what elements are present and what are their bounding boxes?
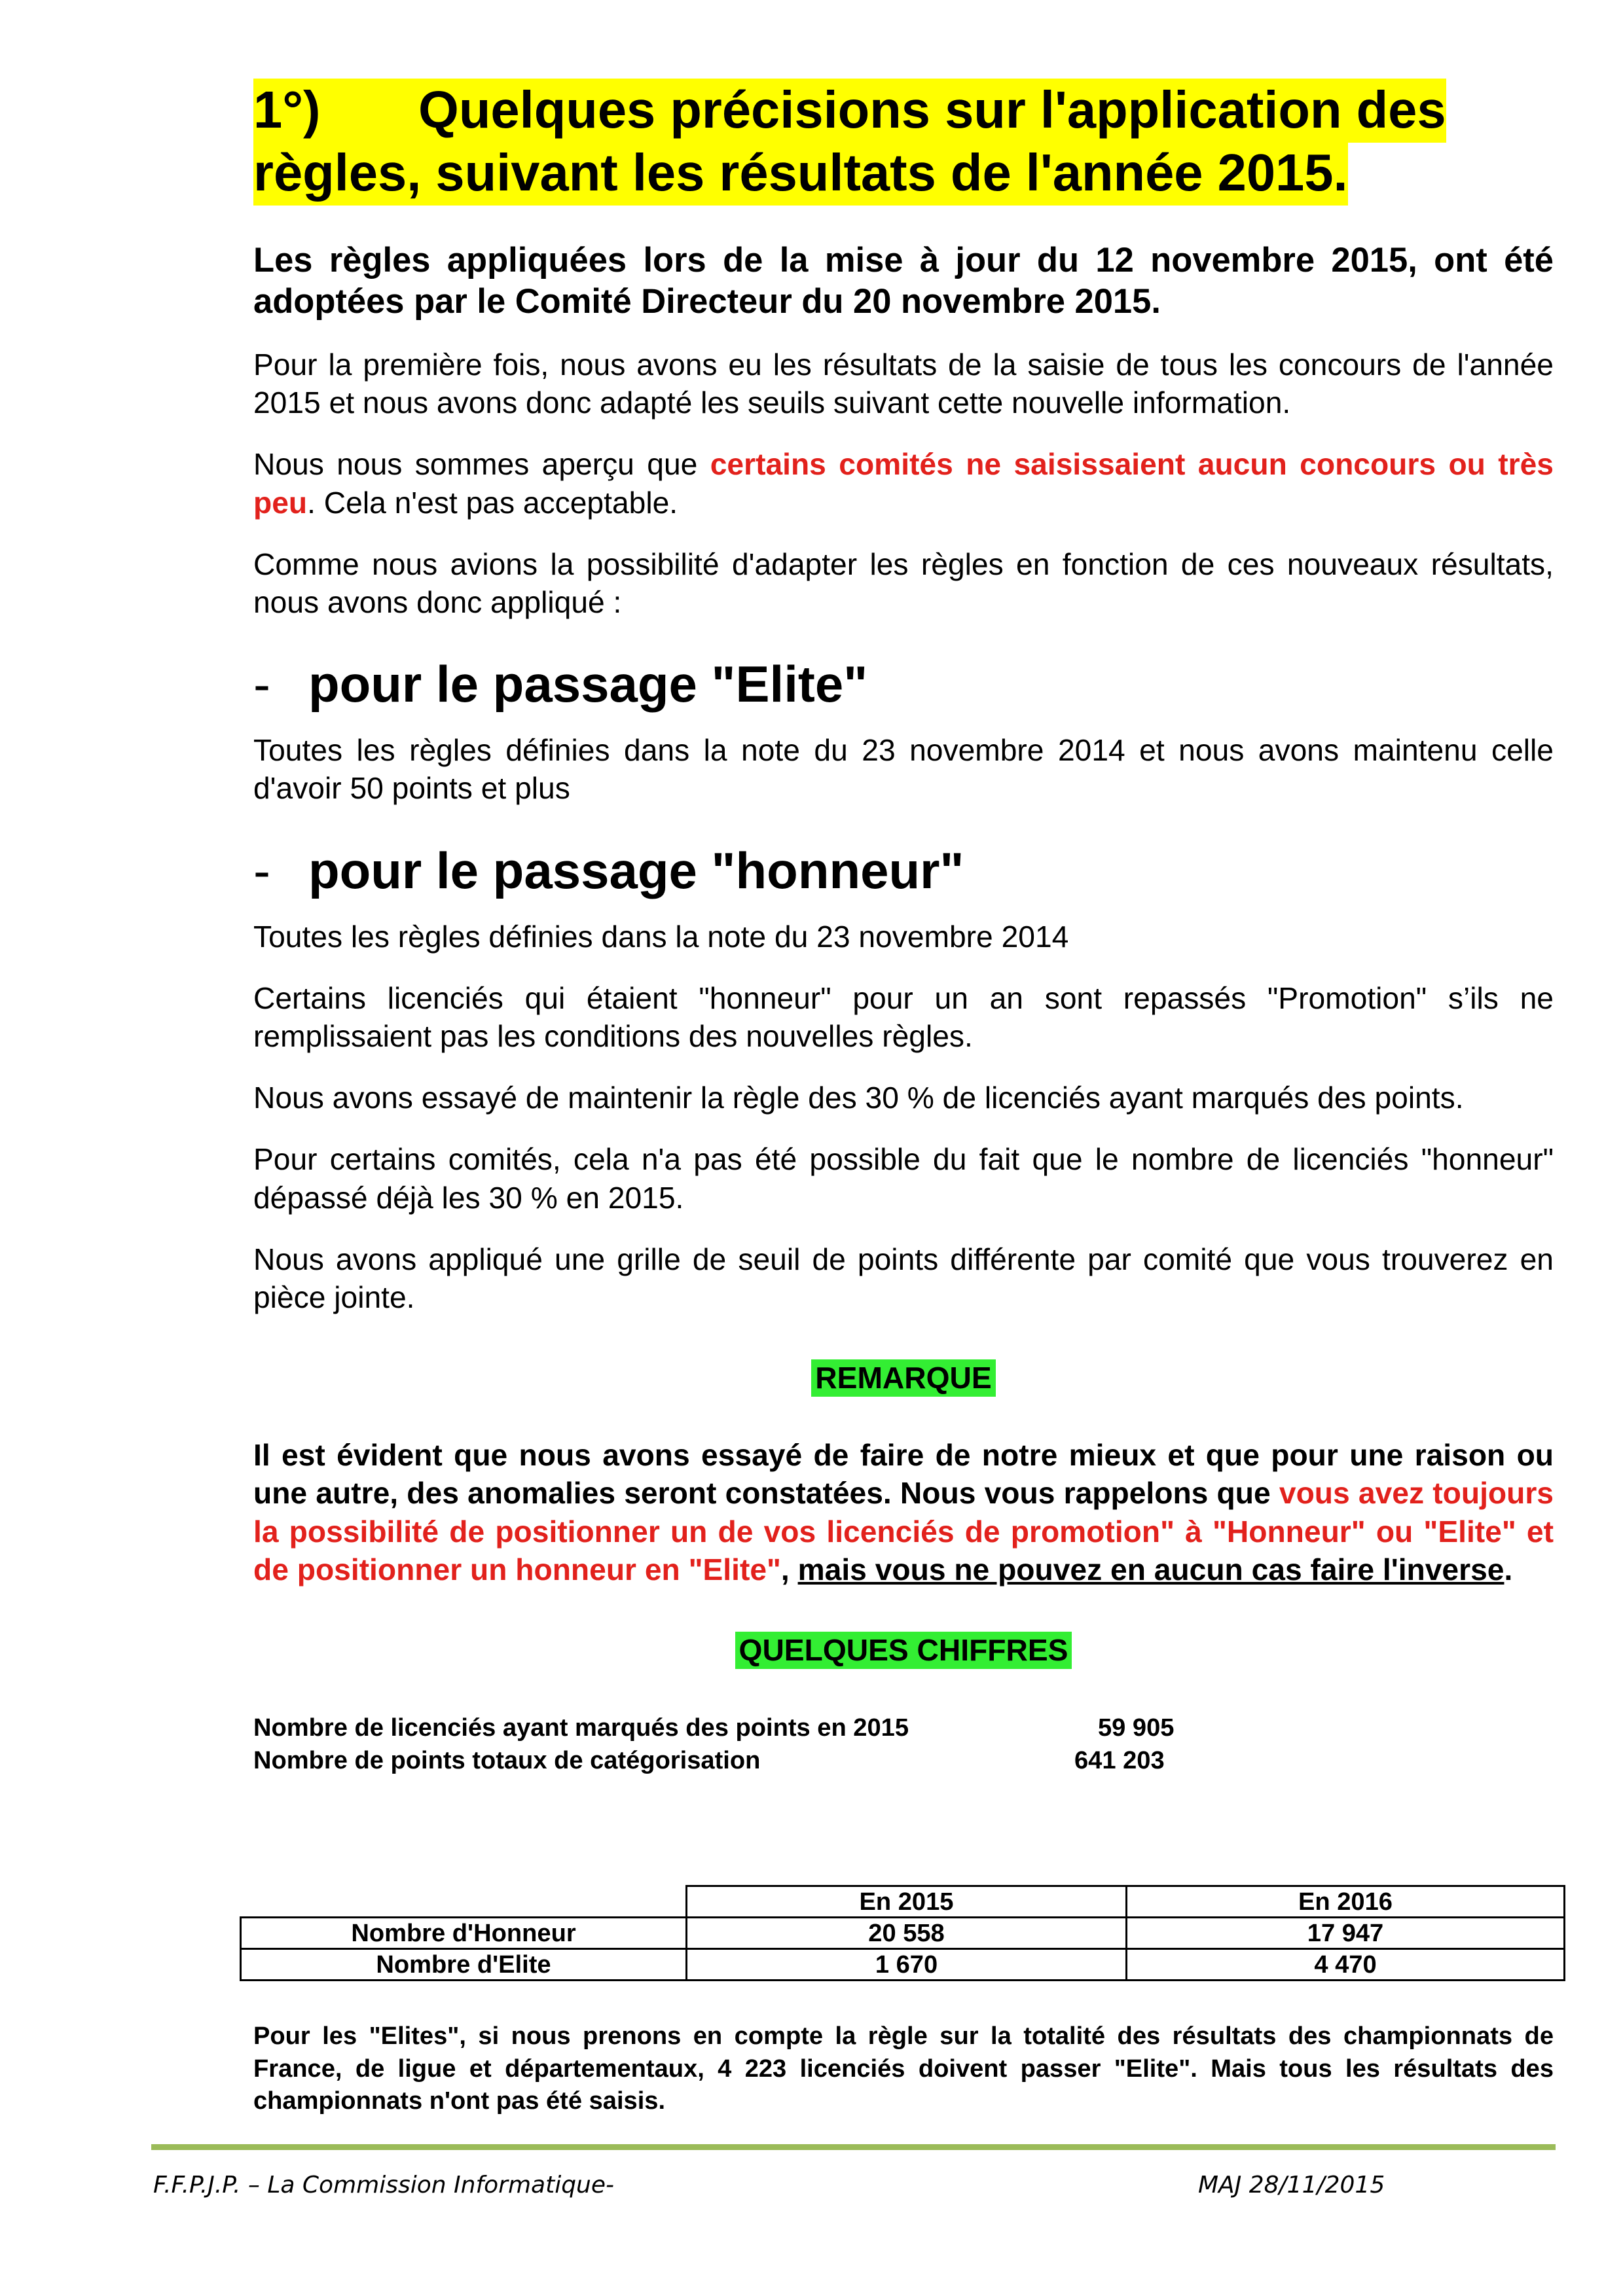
paragraph-1: Pour la première fois, nous avons eu les résultats de la saisie de tous les concours de l'année 2015 et nous avons donc adapté les seuils suivant cette nouvelle information. [253, 348, 1554, 420]
stats-row [253, 1745, 1554, 1778]
list-dash: - [253, 655, 270, 713]
elite-note: Pour les "Elites", si nous prenons en compte la règle sur la totalité des résultats des championnats de France, de ligue et départementaux, 4 223 licenciés doivent passer "Elite". Mais tous les résultats des championnats n'ont pas été saisis. [253, 2022, 1554, 2115]
footer-right: MAJ 28/11/2015 [1198, 2172, 1385, 2198]
chiffres-label: QUELQUES CHIFFRES [735, 1632, 1072, 1669]
table-header-cell [241, 1886, 687, 1918]
table-cell: 17 947 [1127, 1918, 1565, 1949]
honneur-text-3: Nous avons essayé de maintenir la règle des 30 % de licenciés ayant marqués des points. [253, 1081, 1464, 1115]
title-line-1: Quelques précisions sur l'application des [418, 81, 1446, 139]
table-header-cell: En 2015 [687, 1886, 1127, 1918]
table-header-cell: En 2016 [1127, 1886, 1565, 1918]
page-title [253, 79, 1554, 204]
table-cell: 20 558 [687, 1918, 1127, 1949]
title-line-2: règles, suivant les résultats de l'année 2015. [253, 141, 1348, 206]
list-dash: - [253, 841, 270, 899]
table-row [241, 1918, 1565, 1949]
stats-row [253, 1712, 1554, 1745]
footer-left: F.F.P.J.P. – La Commission Informatique- [153, 2172, 615, 2198]
elite-heading-text: pour le passage "Elite" [308, 655, 868, 713]
table-row [241, 1949, 1565, 1981]
remarque-paragraph [253, 1436, 1554, 1588]
remarque-label: REMARQUE [811, 1359, 995, 1397]
table-cell: 4 470 [1127, 1949, 1565, 1981]
table-cell: Nombre d'Elite [241, 1949, 687, 1981]
paragraph-3: Comme nous avions la possibilité d'adapter les règles en fonction de ces nouveaux résultats, nous avons donc appliqué : [253, 547, 1554, 620]
remarque-end: . [1504, 1552, 1513, 1587]
remarque-red-text: vous avez toujours la possibilité de positionner un de vos licenciés de promotion" à "Honneur" ou "Elite" et de positionner un honneur en "Elite" [253, 1476, 1554, 1587]
elite-text: Toutes les règles définies dans la note du 23 novembre 2014 et nous avons maintenu celle d'avoir 50 points et plus [253, 733, 1554, 806]
main-content [253, 79, 1554, 1777]
chiffres-label-row [253, 1632, 1554, 1669]
honneur-text-1: Toutes les règles définies dans la note du 23 novembre 2014 [253, 919, 1069, 954]
honneur-text-4: Pour certains comités, cela n'a pas été possible du fait que le nombre de licenciés "honneur" dépassé déjà les 30 % en 2015. [253, 1142, 1554, 1215]
honneur-heading-text: pour le passage "honneur" [308, 841, 964, 899]
table-cell: 1 670 [687, 1949, 1127, 1981]
comparison-table [240, 1885, 1565, 1981]
stats-label-points: Nombre de points totaux de catégorisation [253, 1746, 761, 1774]
remarque-part-1: Il est évident que nous avons essayé de faire de notre mieux et que pour une raison ou une autre, des anomalies seront constatées. Nous vous rappelons que [253, 1438, 1554, 1511]
table-cell: Nombre d'Honneur [241, 1918, 687, 1949]
elite-heading [253, 653, 1554, 715]
stats-value-licencies: 59 905 [1098, 1714, 1175, 1742]
paragraph-2 [253, 445, 1554, 521]
stats-value-points: 641 203 [1074, 1746, 1165, 1774]
table-header-row [241, 1886, 1565, 1918]
stats-block [253, 1712, 1554, 1777]
footer-divider [151, 2144, 1556, 2150]
title-number: 1°) [253, 81, 321, 139]
intro-paragraph: Les règles appliquées lors de la mise à jour du 12 novembre 2015, ont été adoptées par le Comité Directeur du 20 novembre 2015. [253, 241, 1554, 321]
stats-label-licencies: Nombre de licenciés ayant marqués des points en 2015 [253, 1714, 909, 1742]
paragraph-2-highlight: certains comités ne saisissaient aucun concours ou très peu [253, 447, 1554, 520]
honneur-text-5: Nous avons appliqué une grille de seuil de points différente par comité que vous trouverez en pièce jointe. [253, 1242, 1554, 1315]
honneur-heading [253, 839, 1554, 902]
honneur-text-2: Certains licenciés qui étaient "honneur" pour un an sont repassés "Promotion" s’ils ne remplissaient pas les conditions des nouvelles règles. [253, 980, 1554, 1054]
remarque-comma: , [780, 1552, 798, 1587]
paragraph-2-before: Nous nous sommes aperçu que [253, 447, 710, 482]
paragraph-2-after: . Cela n'est pas acceptable. [307, 485, 678, 520]
remarque-underlined-text: mais vous ne pouvez en aucun cas faire l'inverse [797, 1552, 1504, 1587]
remarque-label-row [253, 1359, 1554, 1397]
